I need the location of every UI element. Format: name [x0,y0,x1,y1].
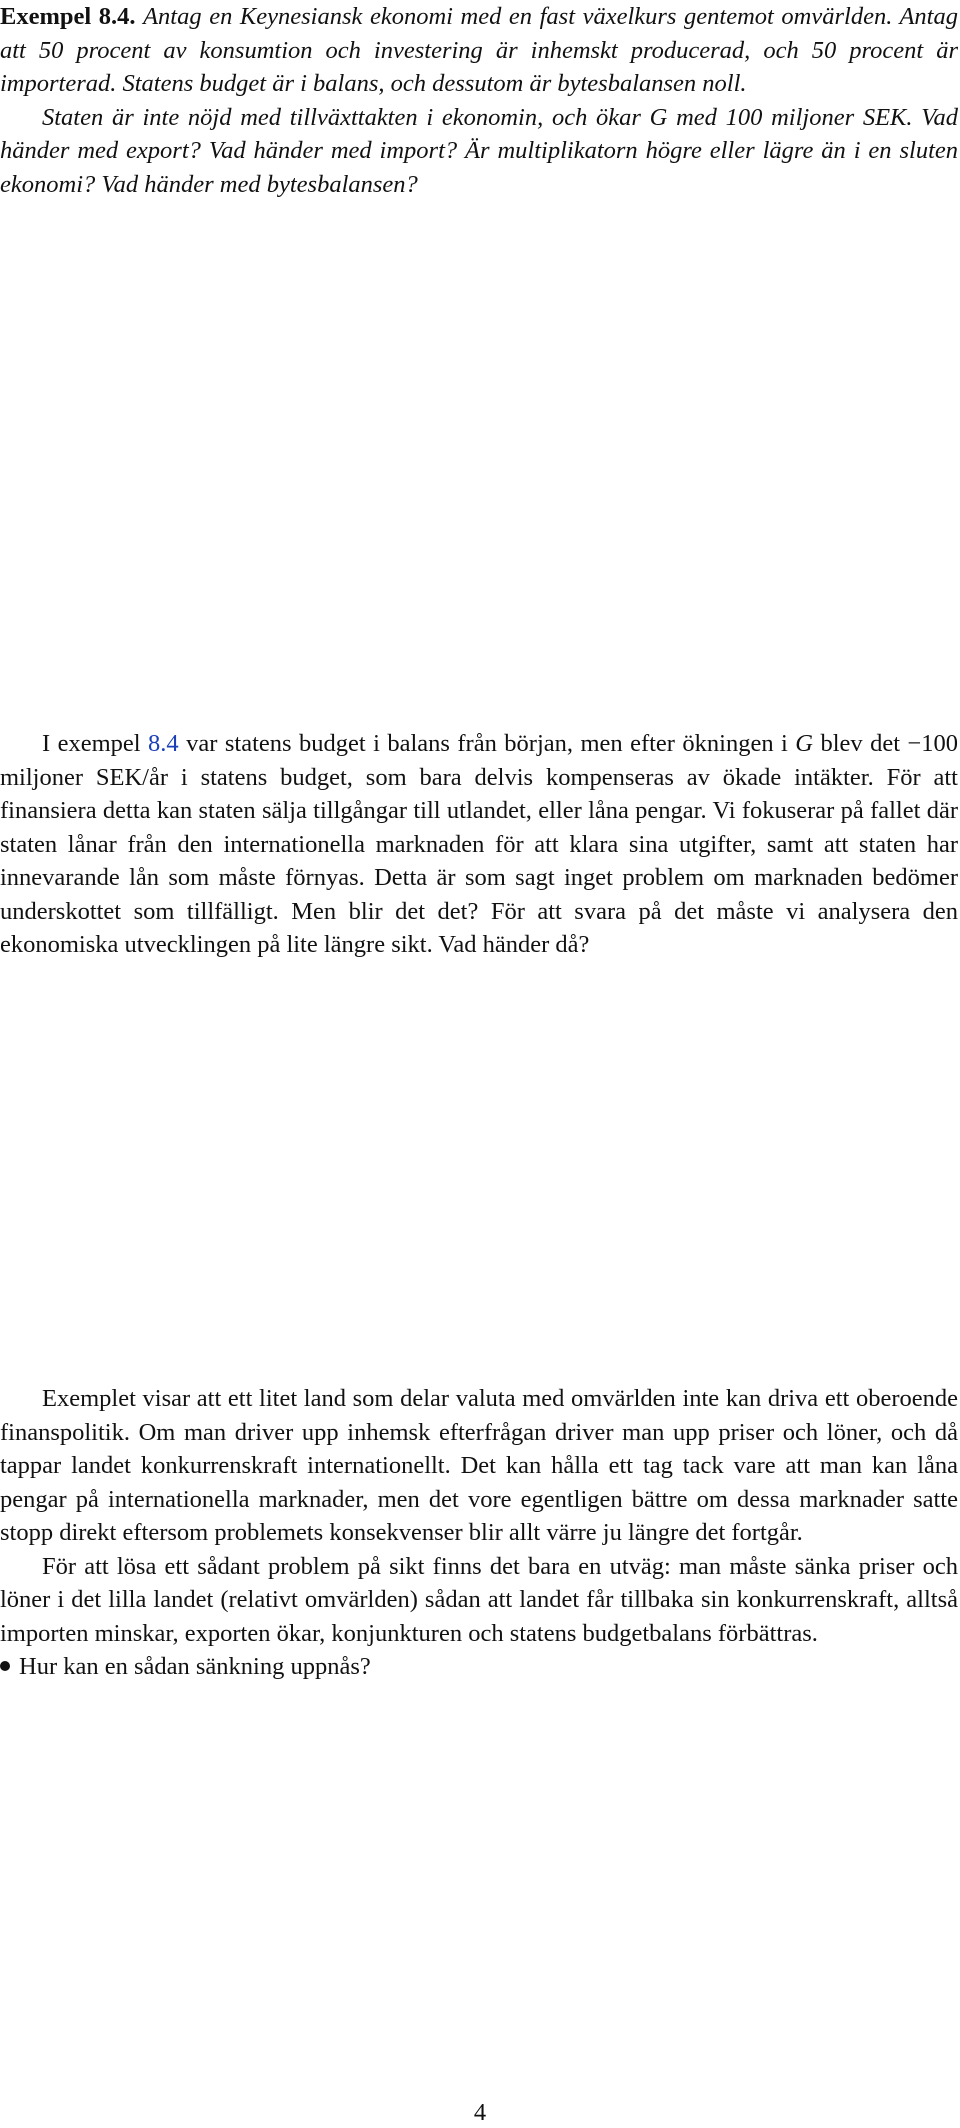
example-statement [0,0,958,101]
math-variable-g: G [649,103,668,131]
conclusion-section [0,1382,958,1684]
math-variable-g: G [795,730,813,757]
paragraph-1-part3: blev det −100 miljoner SEK/år i statens budget, som bara delvis kompenseras av ökade intäkter. För att finansiera detta kan staten sälja tillgångar till utlandet, eller låna pengar. Vi fokuserar på fallet där staten lånar från den internationella marknaden för att klara sina utgifter, samt att staten har innevarande lån som måste förnyas. Detta är som sagt inget problem om marknaden bedömer underskottet som tillfälligt. Men blir det det? För att svara på det måste vi analysera den ekonomiska utvecklingen på lite längre sikt. Vad händer då? [0,730,959,958]
example-question-part2: med 100 miljoner SEK. Vad händer med export? Vad händer med import? Är multiplikatorn högre eller lägre än i en sluten ekonomi? Vad händer med bytesbalansen? [0,103,958,198]
example-question-part1: Staten är inte nöjd med tillväxttakten i ekonomin, och ökar [42,103,641,131]
paragraph-2: Exemplet visar att ett litet land som delar valuta med omvärlden inte kan driva ett oberoende finanspolitik. Om man driver upp inhemsk efterfrågan driver man upp priser och löner, och då tappar landet konkurrenskraft internationellt. Det kan hålla ett tag tack vare att man kan låna pengar på internationella marknader, men det vore egentligen bättre om dessa marknader satte stopp direkt eftersom problemets konsekvenser blir allt värre ju längre det fortgår. [0,1385,958,1546]
example-reference-link[interactable]: 8.4 [148,730,179,757]
paragraph-1 [0,727,958,962]
bullet-question [0,1650,958,1684]
example-label: Exempel 8.4. [0,3,136,30]
example-text: Antag en Keynesiansk ekonomi med en fast växelkurs gentemot omvärlden. Antag att 50 procent av konsumtion och investering är inhemskt producerad, och 50 procent är importerad. Statens budget är i balans, och dessutom är bytesbalansen noll. [0,3,958,97]
paragraph-3: För att lösa ett sådant problem på sikt finns det bara en utväg: man måste sänka priser och löner i det lilla landet (relativt omvärlden) sådan att landet får tillbaka sin konkurrenskraft, alltså importen minskar, exporten ökar, konjunkturen och statens budgetbalans förbättras. [0,1552,958,1647]
bullet-question-text: Hur kan en sådan sänkning uppnås? [19,1653,371,1680]
example-question [0,101,958,202]
paragraph-1-part2: var statens budget i balans från början, men efter ökningen i [186,730,788,757]
bullet-dot-icon [0,1661,10,1671]
page-number: 4 [473,2099,487,2126]
paragraph-1-part1: I exempel [42,730,141,757]
example-block [0,0,958,201]
paragraph-budget-deficit [0,727,958,962]
